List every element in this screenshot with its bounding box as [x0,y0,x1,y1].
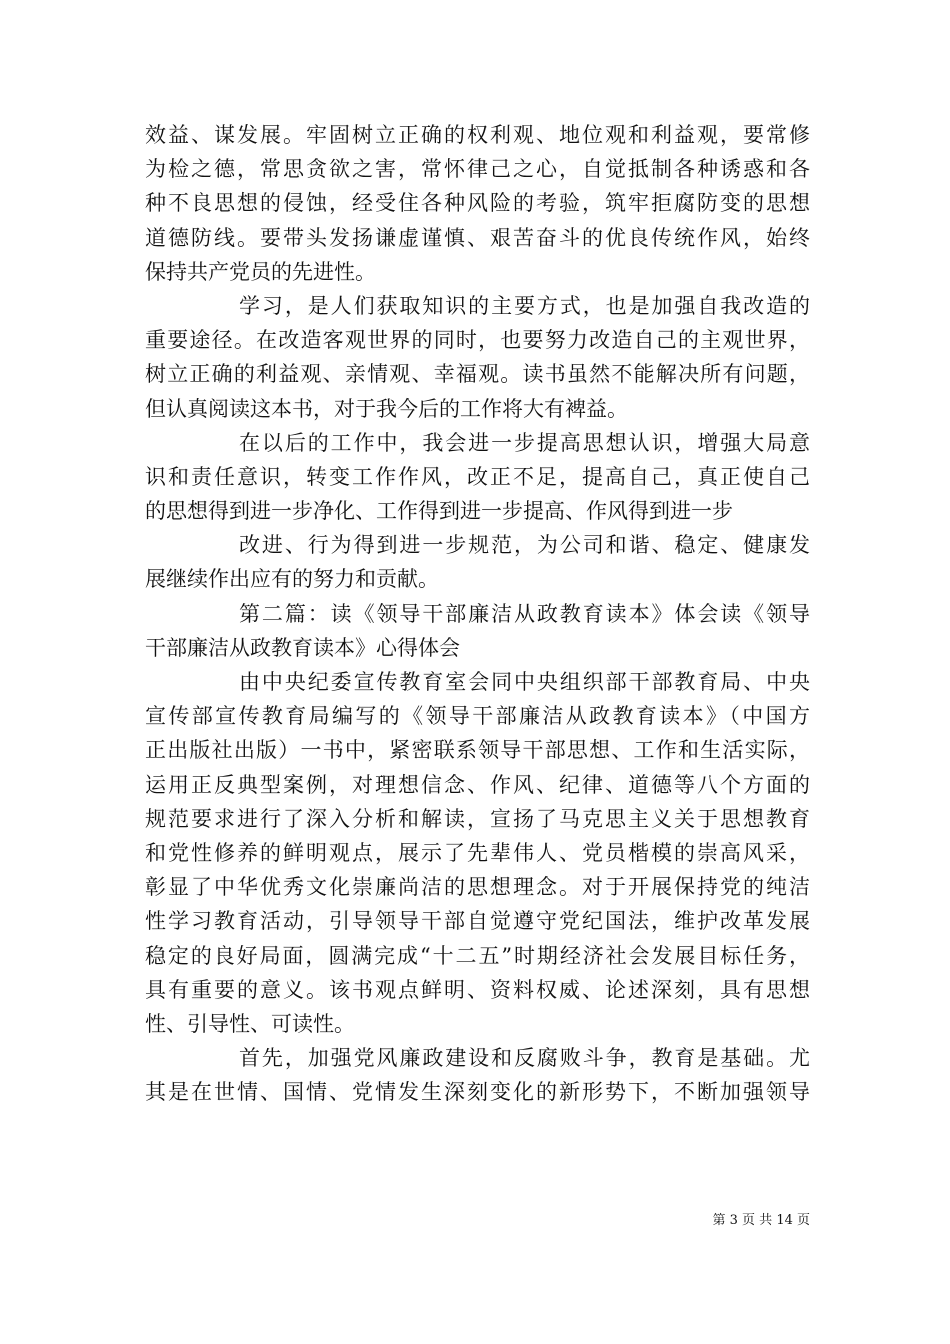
text-line: 为检之德，常思贪欲之害，常怀律己之心，自觉抵制各种诱惑和各 [145,157,810,182]
text-line: 宣传部宣传教育局编写的《领导干部廉洁从政教育读本》（中国方 [145,704,810,729]
text-line: 但认真阅读这本书，对于我今后的工作将大有裨益。 [145,396,628,421]
text-line: 种不良思想的侵蚀，经受住各种风险的考验，筑牢拒腐防变的思想 [145,191,810,216]
section-heading: 第二篇：读《领导干部廉洁从政教育读本》体会读《领导 [239,601,810,626]
text-line: 学习，是人们获取知识的主要方式，也是加强自我改造的 [239,293,810,318]
text-line: 首先，加强党风廉政建设和反腐败斗争，教育是基础。尤 [239,1046,810,1071]
text-line: 具有重要的意义。该书观点鲜明、资料权威、论述深刻，具有思想 [145,977,810,1002]
text-line: 由中央纪委宣传教育室会同中央组织部干部教育局、中央 [239,670,810,694]
text-line: 性学习教育活动，引导领导干部自觉遵守党纪国法，维护改革发展 [145,909,810,934]
text-line: 性、引导性、可读性。 [145,1011,355,1036]
text-line: 效益、谋发展。牢固树立正确的权利观、地位观和利益观，要常修 [145,123,810,147]
body-text [145,118,810,1109]
text-line: 正出版社出版）一书中，紧密联系领导干部思想、工作和生活实际， [145,738,810,763]
text-line: 保持共产党员的先进性。 [145,259,376,284]
text-line: 彰显了中华优秀文化崇廉尚洁的思想理念。对于开展保持党的纯洁 [145,875,810,900]
text-line: 展继续作出应有的努力和贡献。 [145,567,439,592]
text-line: 树立正确的利益观、亲情观、幸福观。读书虽然不能解决所有问题， [145,362,810,387]
text-line: 识和责任意识，转变工作作风，改正不足，提高自己，真正使自己 [145,464,810,489]
text-line: 和党性修养的鲜明观点，展示了先辈伟人、党员楷模的崇高风采， [145,840,810,865]
text-line: 其是在世情、国情、党情发生深刻变化的新形势下，不断加强领导 [145,1080,810,1105]
text-line: 在以后的工作中，我会进一步提高思想认识，增强大局意 [239,430,810,455]
text-line: 重要途径。在改造客观世界的同时，也要努力改造自己的主观世界， [145,328,810,353]
text-line: 道德防线。要带头发扬谦虚谨慎、艰苦奋斗的优良传统作风，始终 [145,225,810,250]
text-line: 稳定的良好局面，圆满完成“十二五”时期经济社会发展目标任务， [145,943,810,968]
text-line: 的思想得到进一步净化、工作得到进一步提高、作风得到进一步 [145,499,733,524]
text-line: 运用正反典型案例，对理想信念、作风、纪律、道德等八个方面的 [145,772,810,797]
text-line: 改进、行为得到进一步规范，为公司和谐、稳定、健康发 [239,533,810,558]
text-line: 规范要求进行了深入分析和解读，宣扬了马克思主义关于思想教育 [145,806,810,831]
page-number: 第 3 页 共 14 页 [712,1213,810,1228]
section-heading: 干部廉洁从政教育读本》心得体会 [145,635,460,660]
